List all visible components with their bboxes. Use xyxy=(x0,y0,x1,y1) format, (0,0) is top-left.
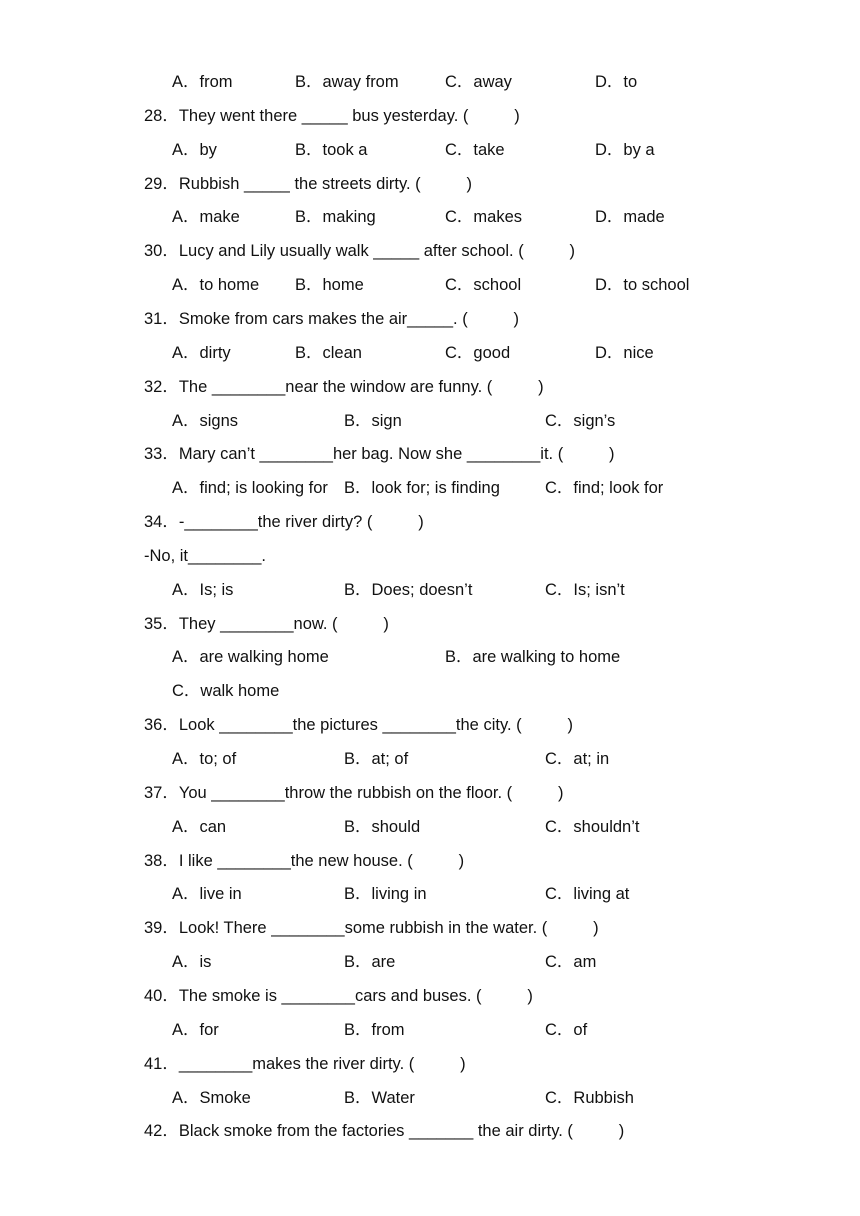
answer-option: A．to; of xyxy=(172,750,237,768)
answer-options-row xyxy=(0,273,860,297)
answer-options-row xyxy=(0,882,860,906)
question-line xyxy=(0,307,860,331)
answer-option: C．school xyxy=(445,276,522,294)
answer-options-row xyxy=(0,679,860,703)
question-text: 32．The ________near the window are funny. ( ) xyxy=(144,378,544,396)
question-text: 36．Look ________the pictures ________the city. ( ) xyxy=(144,716,573,734)
question-text: 33．Mary can’t ________her bag. Now she ________it. ( ) xyxy=(144,445,615,463)
question-text: 31．Smoke from cars makes the air_____. ( ) xyxy=(144,310,520,328)
answer-options-row xyxy=(0,138,860,162)
answer-options-row xyxy=(0,476,860,500)
answer-options-row xyxy=(0,1086,860,1110)
answer-options-row xyxy=(0,578,860,602)
answer-option: B．from xyxy=(344,1021,405,1039)
answer-option: B．took a xyxy=(295,141,368,159)
question-line xyxy=(0,1052,860,1076)
answer-option: D．made xyxy=(595,208,665,226)
question-text: 29．Rubbish _____ the streets dirty. ( ) xyxy=(144,175,473,193)
question-text: 38．I like ________the new house. ( ) xyxy=(144,852,465,870)
question-line xyxy=(0,1119,860,1143)
question-text: 42．Black smoke from the factories _______ the air dirty. ( ) xyxy=(144,1122,625,1140)
answer-option: C．walk home xyxy=(172,682,280,700)
answer-option: C．am xyxy=(545,953,597,971)
question-text: 37．You ________throw the rubbish on the floor. ( ) xyxy=(144,784,564,802)
question-text: 28．They went there _____ bus yesterday. ( ) xyxy=(144,107,520,125)
answer-option: C．Is; isn’t xyxy=(545,581,625,599)
question-line xyxy=(0,849,860,873)
answer-option: A．dirty xyxy=(172,344,231,362)
answer-option: A．live in xyxy=(172,885,242,903)
answer-option: D．nice xyxy=(595,344,654,362)
answer-option: B．Does; doesn’t xyxy=(344,581,473,599)
answer-option: C．shouldn’t xyxy=(545,818,640,836)
question-text: 30．Lucy and Lily usually walk _____ after school. ( ) xyxy=(144,242,576,260)
answer-option: A．for xyxy=(172,1021,219,1039)
answer-options-row xyxy=(0,815,860,839)
answer-option: A．can xyxy=(172,818,227,836)
answer-option: A．Smoke xyxy=(172,1089,251,1107)
answer-options-row xyxy=(0,747,860,771)
answer-options-row xyxy=(0,70,860,94)
answer-option: B．look for; is finding xyxy=(344,479,500,497)
question-line xyxy=(0,375,860,399)
answer-option: D．to xyxy=(595,73,638,91)
answer-option: D．to school xyxy=(595,276,690,294)
question-line xyxy=(0,916,860,940)
answer-option: B．should xyxy=(344,818,421,836)
answer-option: C．sign’s xyxy=(545,412,616,430)
answer-option: C．makes xyxy=(445,208,523,226)
question-line xyxy=(0,612,860,636)
answer-option: A．Is; is xyxy=(172,581,234,599)
answer-option: A．signs xyxy=(172,412,239,430)
answer-option: B．away from xyxy=(295,73,399,91)
answer-option: B．home xyxy=(295,276,364,294)
question-line xyxy=(0,781,860,805)
question-line xyxy=(0,104,860,128)
answer-option: C．find; look for xyxy=(545,479,664,497)
question-line xyxy=(0,442,860,466)
answer-option: B．are walking to home xyxy=(445,648,621,666)
answer-options-row xyxy=(0,1018,860,1042)
answer-option: B．living in xyxy=(344,885,427,903)
answer-option: A．find; is looking for xyxy=(172,479,328,497)
question-line xyxy=(0,984,860,1008)
answer-option: B．Water xyxy=(344,1089,415,1107)
answer-option: B．sign xyxy=(344,412,402,430)
answer-option: A．is xyxy=(172,953,212,971)
answer-options-row xyxy=(0,409,860,433)
question-line xyxy=(0,239,860,263)
answer-option: A．make xyxy=(172,208,240,226)
question-text: 35．They ________now. ( ) xyxy=(144,615,389,633)
question-text: 40．The smoke is ________cars and buses. ( ) xyxy=(144,987,533,1005)
answer-options-row xyxy=(0,341,860,365)
answer-options-row xyxy=(0,645,860,669)
answer-option: A．from xyxy=(172,73,233,91)
answer-option: A．by xyxy=(172,141,217,159)
question-line xyxy=(0,713,860,737)
question-continuation xyxy=(0,544,860,568)
answer-option: A．to home xyxy=(172,276,260,294)
answer-option: B．clean xyxy=(295,344,362,362)
answer-option: B．are xyxy=(344,953,396,971)
question-text: 41．________makes the river dirty. ( ) xyxy=(144,1055,466,1073)
answer-option: C．take xyxy=(445,141,505,159)
answer-options-row xyxy=(0,950,860,974)
question-text: 34．-________the river dirty? ( ) xyxy=(144,513,424,531)
question-line xyxy=(0,510,860,534)
answer-option: A．are walking home xyxy=(172,648,329,666)
answer-option: D．by a xyxy=(595,141,655,159)
answer-option: C．at; in xyxy=(545,750,610,768)
answer-option: B．at; of xyxy=(344,750,409,768)
dialogue-response-text: -No, it________. xyxy=(144,547,267,565)
answer-options-row xyxy=(0,205,860,229)
answer-option: C．of xyxy=(545,1021,588,1039)
answer-option: C．away xyxy=(445,73,512,91)
answer-option: C．living at xyxy=(545,885,630,903)
answer-option: C．good xyxy=(445,344,511,362)
question-line xyxy=(0,172,860,196)
answer-option: C．Rubbish xyxy=(545,1089,634,1107)
question-text: 39．Look! There ________some rubbish in the water. ( ) xyxy=(144,919,599,937)
answer-option: B．making xyxy=(295,208,376,226)
